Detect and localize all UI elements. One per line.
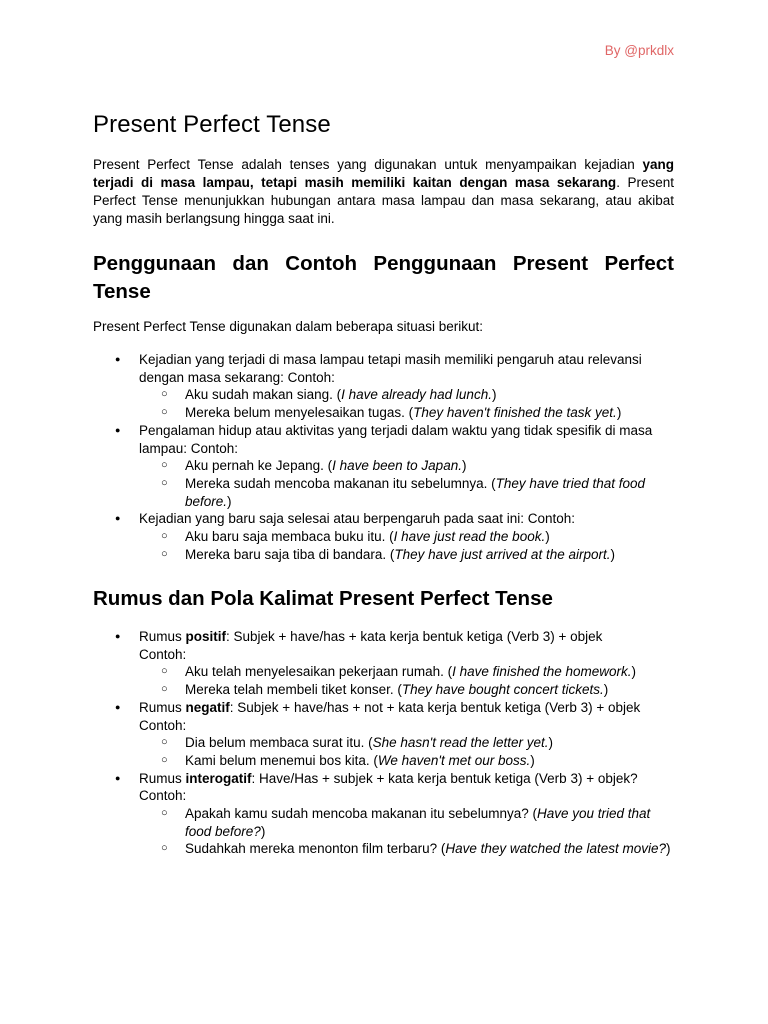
formula-prefix: Rumus xyxy=(139,770,186,786)
example-list xyxy=(139,734,674,769)
formula-type: positif xyxy=(185,629,227,644)
intro-paragraph xyxy=(93,156,674,228)
formula-text: : Subjek + have/has + kata kerja bentuk ketiga (Verb 3) + objek xyxy=(226,629,603,644)
example-close: ) xyxy=(461,458,467,474)
example-en: Have they watched the latest movie? xyxy=(445,841,667,857)
contoh-label: Contoh: xyxy=(139,717,187,733)
example-item xyxy=(139,475,674,510)
intro-text-start: Present Perfect Tense adalah tenses yang digunakan untuk menyampaikan kejadian xyxy=(93,157,643,172)
formula-text: : Have/Has + subjek + kata kerja bentuk ketiga (Verb 3) + objek? xyxy=(251,770,638,786)
intro-bold-phrase: yang terjadi di masa lampau, tetapi masih memiliki kaitan dengan masa sekarang xyxy=(93,157,674,190)
example-en: She hasn't read the letter yet. xyxy=(372,735,549,751)
example-close: ) xyxy=(530,752,535,768)
example-item xyxy=(139,805,674,840)
example-en: Have you tried that food before? xyxy=(185,806,651,839)
example-close: ) xyxy=(227,493,232,509)
example-en: We haven't met our boss. xyxy=(377,752,531,768)
example-close: ) xyxy=(666,841,671,857)
example-close: ) xyxy=(545,529,550,545)
example-item xyxy=(139,386,674,404)
formula-type: negatif xyxy=(185,699,230,715)
contoh-label: Contoh: xyxy=(139,788,187,804)
example-id: Apakah kamu sudah mencoba makanan itu sebelumnya? ( xyxy=(185,806,537,822)
section-heading-formula: Rumus dan Pola Kalimat Present Perfect Tense xyxy=(93,587,553,610)
page-title: Present Perfect Tense xyxy=(93,111,331,138)
example-en: I have just read the book. xyxy=(393,529,546,545)
example-list xyxy=(139,528,674,563)
example-en: They have tried that food before. xyxy=(185,475,646,509)
list-item xyxy=(93,699,674,770)
author-byline: By @prkdlx xyxy=(604,43,674,58)
example-close: ) xyxy=(631,664,637,680)
example-item xyxy=(139,681,674,699)
example-id: Aku pernah ke Jepang. ( xyxy=(185,458,333,474)
example-item xyxy=(139,528,674,546)
list-item xyxy=(93,351,674,422)
usage-text: Kejadian yang terjadi di masa lampau tetapi masih memiliki pengaruh atau relevansi dengan masa sekarang: Contoh: xyxy=(139,352,642,385)
example-en: They haven't finished the task yet. xyxy=(413,405,617,421)
example-en: They have bought concert tickets. xyxy=(401,682,604,698)
list-item xyxy=(93,770,674,859)
list-item xyxy=(93,422,674,511)
example-id: Aku baru saja membaca buku itu. ( xyxy=(185,529,394,545)
example-en: They have just arrived at the airport. xyxy=(394,546,611,562)
formula-text: : Subjek + have/has + not + kata kerja bentuk ketiga (Verb 3) + objek xyxy=(229,699,641,715)
example-item xyxy=(139,457,674,475)
example-close: ) xyxy=(491,387,497,403)
example-id: Mereka belum menyelesaikan tugas. ( xyxy=(185,405,414,421)
usage-text: Pengalaman hidup atau aktivitas yang terjadi dalam waktu yang tidak spesifik di masa lampau: Contoh: xyxy=(139,422,653,456)
example-list xyxy=(139,386,674,421)
formula-prefix: Rumus xyxy=(139,629,186,644)
usage-list xyxy=(93,351,674,563)
list-item xyxy=(93,510,674,563)
example-id: Mereka baru saja tiba di bandara. ( xyxy=(185,546,395,562)
example-list xyxy=(139,805,674,858)
example-item xyxy=(139,840,674,858)
example-close: ) xyxy=(548,735,554,751)
example-close: ) xyxy=(610,546,615,562)
formula-list xyxy=(93,628,674,858)
contoh-label: Contoh: xyxy=(139,646,187,662)
section-heading-usage: Penggunaan dan Contoh Penggunaan Present Perfect Tense xyxy=(93,252,674,303)
example-close: ) xyxy=(260,823,266,839)
example-item xyxy=(139,663,674,681)
example-en: I have already had lunch. xyxy=(341,387,492,403)
example-id: Kami belum menemui bos kita. ( xyxy=(185,752,378,768)
example-list xyxy=(139,457,674,510)
example-item xyxy=(139,734,674,752)
intro-text-end: . Present Perfect Tense menunjukkan hubungan antara masa lampau dan masa sekarang, atau akibat yang masih berlangsung hingga saat ini. xyxy=(93,175,674,226)
example-id: Sudahkah mereka menonton film terbaru? ( xyxy=(185,841,446,857)
example-id: Mereka sudah mencoba makanan itu sebelumnya. ( xyxy=(185,475,496,491)
example-en: I have been to Japan. xyxy=(332,458,462,474)
example-id: Mereka telah membeli tiket konser. ( xyxy=(185,682,402,698)
example-item xyxy=(139,546,674,564)
usage-text: Kejadian yang baru saja selesai atau berpengaruh pada saat ini: Contoh: xyxy=(139,511,576,527)
example-en: I have finished the homework. xyxy=(452,664,632,680)
section-lead: Present Perfect Tense digunakan dalam beberapa situasi berikut: xyxy=(93,319,483,334)
example-id: Dia belum membaca surat itu. ( xyxy=(185,735,373,751)
example-item xyxy=(139,752,674,770)
example-close: ) xyxy=(616,405,622,421)
formula-type: interogatif xyxy=(185,770,252,786)
example-list xyxy=(139,663,674,698)
example-item xyxy=(139,404,674,422)
example-close: ) xyxy=(603,682,609,698)
example-id: Aku sudah makan siang. ( xyxy=(185,387,342,403)
list-item xyxy=(93,628,674,699)
example-id: Aku telah menyelesaikan pekerjaan rumah. ( xyxy=(185,664,453,680)
formula-prefix: Rumus xyxy=(139,699,186,715)
